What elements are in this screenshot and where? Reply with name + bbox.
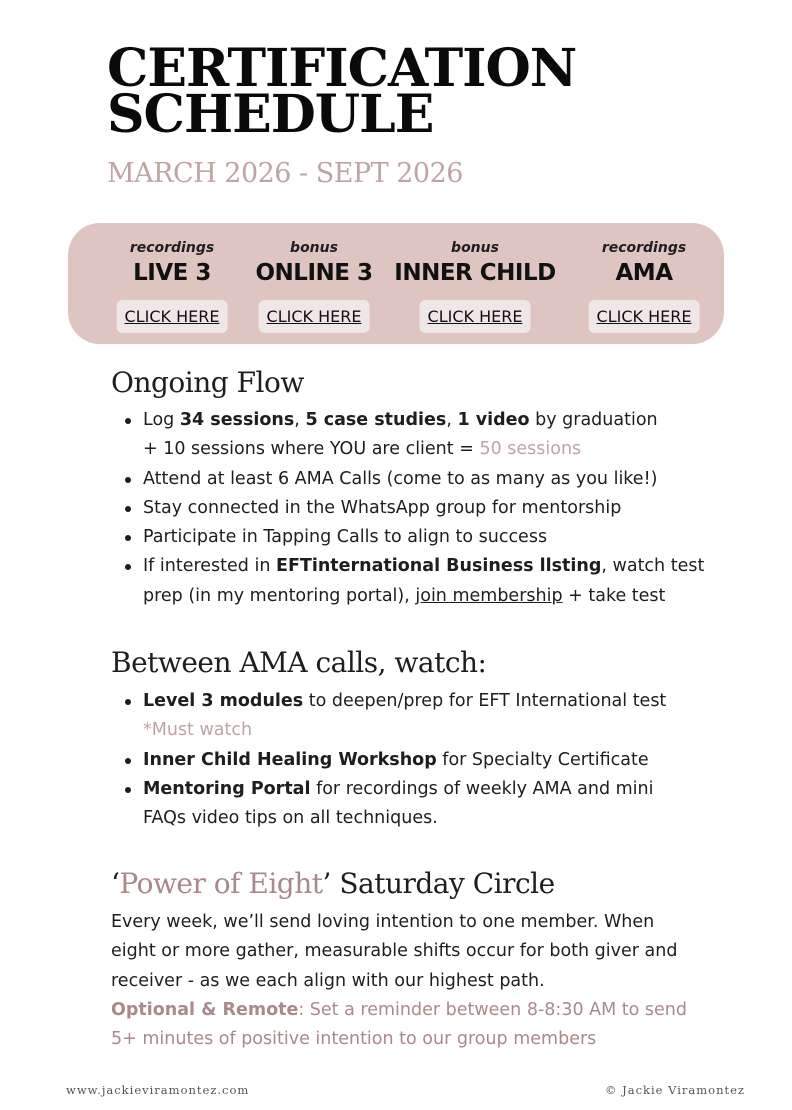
join-membership-link[interactable]: join membership <box>415 585 563 606</box>
click-here-button-ama[interactable]: CLICK HERE <box>589 300 700 333</box>
list-item: Inner Child Healing Workshop for Specialty Certificate <box>143 746 666 775</box>
list-item: Attend at least 6 AMA Calls (come to as many as you like!) <box>143 465 704 494</box>
power-of-eight-heading: ‘Power of Eight’ Saturday Circle <box>111 867 555 900</box>
resource-name: INNER CHILD <box>394 260 556 286</box>
list-item: If interested in EFTinternational Business llsting, watch test prep (in my mentoring portal), join membership + take test <box>143 552 704 611</box>
between-ama-heading: Between AMA calls, watch: <box>111 646 487 679</box>
resource-tag: bonus <box>451 240 499 256</box>
page-title-line-2: SCHEDULE <box>107 84 434 145</box>
list-item: Log 34 sessions, 5 case studies, 1 video by graduation + 10 sessions where YOU are client = 50 sessions <box>143 406 704 465</box>
list-item: Mentoring Portal for recordings of weekly AMA and mini FAQs video tips on all techniques. <box>143 775 666 834</box>
resource-name: LIVE 3 <box>133 260 211 286</box>
page-title-line-1: CERTIFICATION <box>107 38 577 99</box>
page-title <box>107 38 577 145</box>
list-item: Stay connected in the WhatsApp group for mentorship <box>143 494 704 523</box>
date-range: MARCH 2026 - SEPT 2026 <box>107 158 463 189</box>
footer-copyright: © Jackie Viramontez <box>604 1083 745 1097</box>
resource-name: ONLINE 3 <box>255 260 373 286</box>
click-here-button-live-3[interactable]: CLICK HERE <box>117 300 228 333</box>
resource-card-online-3 <box>229 223 399 344</box>
resource-card-inner-child <box>390 223 560 344</box>
resource-tag: bonus <box>290 240 338 256</box>
resource-card-ama <box>559 223 729 344</box>
resource-tag: recordings <box>601 240 687 256</box>
resource-tag: recordings <box>129 240 215 256</box>
optional-remote-note: Optional & Remote: Set a reminder between 8-8:30 AM to send <box>111 999 687 1020</box>
power-of-eight-text: Every week, we’ll send loving intention to one member. When eight or more gather, measurable shifts occur for both giver and receiver - as we each align with our highest path. Optional & Remote: Set a reminder between 8-8:30 AM to send 5+ minutes of positive intention to our group members <box>111 908 711 1054</box>
list-item: Participate in Tapping Calls to align to success <box>143 523 704 552</box>
ongoing-flow-heading: Ongoing Flow <box>111 366 304 399</box>
list-item: Level 3 modules to deepen/prep for EFT International test *Must watch <box>143 687 666 746</box>
click-here-button-inner-child[interactable]: CLICK HERE <box>420 300 531 333</box>
total-sessions-highlight: 50 sessions <box>479 439 582 460</box>
resource-band <box>68 223 724 344</box>
resource-name: AMA <box>615 260 673 286</box>
ongoing-flow-list <box>143 406 704 611</box>
click-here-button-online-3[interactable]: CLICK HERE <box>259 300 370 333</box>
footer-website: www.jackieviramontez.com <box>66 1083 250 1097</box>
must-watch-note: *Must watch <box>143 720 253 741</box>
between-ama-list <box>143 687 666 833</box>
